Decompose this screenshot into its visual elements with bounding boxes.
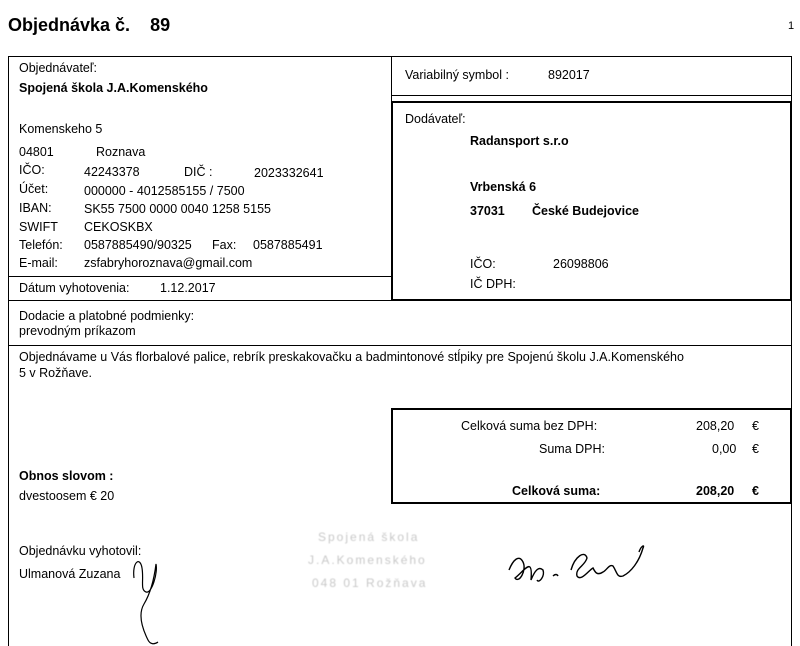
- orderer-fax-label: Fax:: [212, 238, 237, 252]
- orderer-fax: 0587885491: [253, 238, 323, 252]
- supplier-ico-label: IČO:: [470, 257, 496, 271]
- terms-label: Dodacie a platobné podmienky:: [19, 309, 195, 323]
- orderer-account-label: Účet:: [19, 182, 49, 196]
- supplier-street: Vrbenská 6: [470, 180, 537, 194]
- net-total-value: 208,20: [696, 419, 735, 433]
- orderer-account: 000000 - 4012585155 / 7500: [84, 184, 245, 198]
- orderer-swift: CEKOSKBX: [84, 220, 153, 234]
- page-number: 1: [788, 20, 795, 32]
- issuer-name: Ulmanová Zuzana: [19, 567, 121, 581]
- supplier-ico: 26098806: [553, 257, 609, 271]
- orderer-name: Spojená škola J.A.Komenského: [19, 81, 208, 95]
- orderer-phone: 0587885490/90325: [84, 238, 192, 252]
- frame-left: [8, 56, 9, 646]
- net-total-label: Celková suma bez DPH:: [461, 419, 598, 433]
- orderer-label: Objednávateľ:: [19, 61, 98, 75]
- orderer-zip: 04801: [19, 145, 54, 159]
- grand-total-value: 208,20: [696, 484, 735, 498]
- orderer-ico-label: IČO:: [19, 163, 45, 177]
- supplier-city: České Budejovice: [532, 204, 639, 218]
- net-total-currency: €: [752, 419, 759, 433]
- orderer-email: zsfabryhoroznava@gmail.com: [84, 256, 253, 270]
- supplier-icdph-label: IČ DPH:: [470, 277, 516, 291]
- supplier-name: Radansport s.r.o: [470, 134, 569, 148]
- date-label: Dátum vyhotovenia:: [19, 281, 130, 295]
- stamp-line-1: Spojená škola: [318, 530, 420, 544]
- supplier-box: [391, 101, 792, 301]
- orderer-email-label: E-mail:: [19, 256, 58, 270]
- title-label: Objednávka č.: [8, 15, 131, 35]
- description-line-1: Objednávame u Vás florbalové palice, rebrík preskakovačku a badmintonové stĺpiky pre Spojenú školu J.A.Komenského: [19, 350, 684, 364]
- grand-total-label: Celková suma:: [512, 484, 601, 498]
- variable-symbol-label: Variabilný symbol :: [405, 68, 509, 82]
- grand-total-currency: €: [752, 484, 759, 498]
- date-value: 1.12.2017: [160, 281, 216, 295]
- vat-value: 0,00: [712, 442, 737, 456]
- orderer-street: Komenskeho 5: [19, 122, 103, 136]
- date-top-line: [8, 276, 392, 277]
- orderer-iban-label: IBAN:: [19, 201, 52, 215]
- description-top-line: [8, 345, 792, 346]
- orderer-phone-label: Telefón:: [19, 238, 63, 252]
- supplier-label: Dodávateľ:: [405, 112, 466, 126]
- vat-label: Suma DPH:: [539, 442, 605, 456]
- variable-symbol-value: 892017: [548, 68, 590, 82]
- orderer-swift-label: SWIFT: [19, 220, 58, 234]
- orderer-ico: 42243378: [84, 165, 140, 179]
- stamp-line-3: 048 01 Rožňava: [312, 576, 428, 590]
- page-title: [8, 15, 170, 36]
- orderer-city: Roznava: [96, 145, 146, 159]
- issuer-label: Objednávku vyhotovil:: [19, 544, 142, 558]
- frame-top: [8, 56, 792, 57]
- stamp-line-2: J.A.Komenského: [308, 553, 427, 567]
- words-label: Obnos slovom :: [19, 469, 114, 483]
- supplier-zip: 37031: [470, 204, 505, 218]
- words-value: dvestoosem € 20: [19, 489, 115, 503]
- terms-value: prevodným príkazom: [19, 324, 136, 338]
- orderer-dic-label: DIČ :: [184, 165, 213, 179]
- orderer-dic: 2023332641: [254, 166, 324, 180]
- order-number: 89: [150, 15, 171, 35]
- description-line-2: 5 v Rožňave.: [19, 366, 92, 380]
- vs-bottom-line: [391, 95, 792, 96]
- issuer-signature: [120, 550, 170, 646]
- vat-currency: €: [752, 442, 759, 456]
- orderer-iban: SK55 7500 0000 0040 1258 5155: [84, 202, 271, 216]
- manager-signature: [505, 540, 655, 590]
